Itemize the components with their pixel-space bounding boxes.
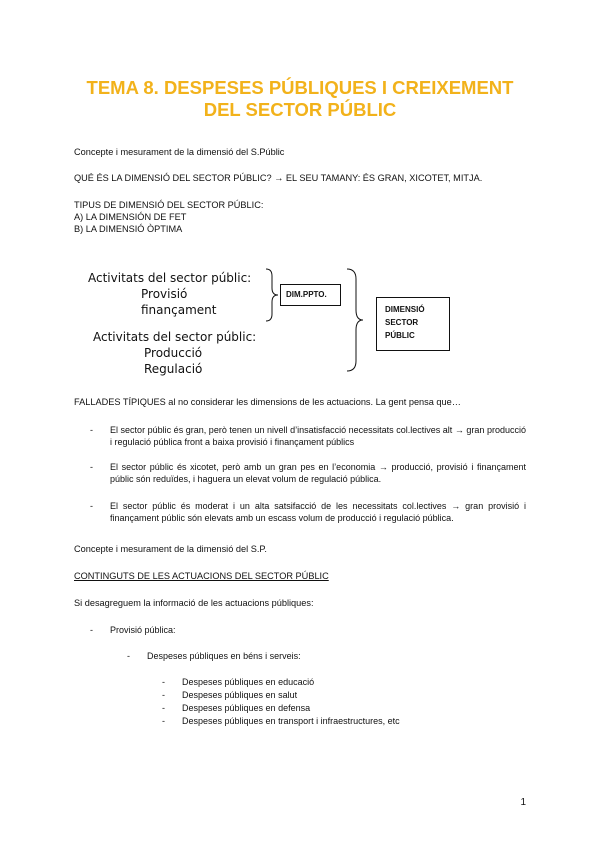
diagram-group2-item-produccio: Producció [144,346,203,360]
disaggregation-intro: Si desagreguem la informació de les actuacions públiques: [74,598,314,608]
bullet-dash: - [90,425,93,435]
contents-subheading: CONTINGUTS DE LES ACTUACIONS DEL SECTOR PÚBLIC [74,571,329,581]
level1-item [90,624,176,636]
bullet-dash: - [90,625,93,635]
page-number: 1 [520,797,526,808]
dim-ppto-box [280,284,341,306]
dimensio-sector-public-box [376,297,450,351]
document-title-line-1: TEMA 8. DESPESES PÚBLIQUES I CREIXEMENT [86,77,514,98]
level2-text: Despeses públiques en béns i serveis: [147,651,301,661]
section-heading-1: Concepte i mesurament de la dimensió del S.Públic [74,147,285,157]
box2-line1: DIMENSIÓ [385,305,425,314]
bullet-dash: - [162,690,165,700]
fallada-item-3 [90,500,526,524]
diagram-group1-item-financament: finançament [141,303,217,317]
document-title-line-2: DEL SECTOR PÚBLIC [203,99,397,120]
bullet-dash: - [127,651,130,661]
level3-item [162,715,400,727]
fallada-item-2 [90,461,526,485]
level3-text-defensa: Despeses públiques en defensa [182,703,311,713]
fallada-text-1: El sector públic és gran, però tenen un nivell d’insatisfacció necessitats col.lectives alt → gran producció i regulació pública front a baixa provisió i finançament públics [110,425,526,447]
level3-text-salut: Despeses públiques en salut [182,690,298,700]
type-b: B) LA DIMENSIÓ ÒPTIMA [74,224,183,234]
bullet-dash: - [90,462,93,472]
bullet-dash: - [90,501,93,511]
large-brace-icon [343,268,365,372]
dim-ppto-label: DIM.PPTO. [286,290,327,299]
small-brace-icon [264,268,280,322]
box2-line2: SECTOR [385,318,419,327]
box2-line3: PÚBLIC [385,331,415,340]
fallades-intro: FALLADES TÍPIQUES al no considerar les dimensions de les actuacions. La gent pensa que… [74,397,461,407]
level2-item [127,650,301,662]
section-heading-2: Concepte i mesurament de la dimensió del S.P. [74,544,267,554]
level3-text-transport: Despeses públiques en transport i infraestructures, etc [182,716,400,726]
type-a: A) LA DIMENSIÓN DE FET [74,212,187,222]
types-heading: TIPUS DE DIMENSIÓ DEL SECTOR PÚBLIC: [74,200,264,210]
fallada-text-2: El sector públic és xicotet, però amb un gran pes en l’economia → producció, provisió i finançament públic són reduïdes, i haguera un elevat volum de regulació pública. [110,462,526,484]
bullet-dash: - [162,716,165,726]
level3-item [162,702,311,714]
fallada-text-3: El sector públic és moderat i un alta satsifacció de les necessitats col.lectives → gran provisió i finançament públic són elevats amb un escass volum de producció i regulació pública. [110,501,526,523]
bullet-dash: - [162,703,165,713]
diagram-group2-title: Activitats del sector públic: [93,330,257,344]
fallada-item-1 [90,424,526,448]
diagram-group1-title: Activitats del sector públic: [88,271,252,285]
question-text: QUÉ ÉS LA DIMENSIÓ DEL SECTOR PÚBLIC? → EL SEU TAMANY: ÉS GRAN, XICOTET, MITJA. [74,173,483,183]
level1-text: Provisió pública: [110,625,176,635]
diagram-group1-item-provisio: Provisió [141,287,188,301]
level3-text-educacio: Despeses públiques en educació [182,677,315,687]
level3-item [162,689,298,701]
level3-item [162,676,315,688]
diagram-group2-item-regulacio: Regulació [144,362,203,376]
bullet-dash: - [162,677,165,687]
